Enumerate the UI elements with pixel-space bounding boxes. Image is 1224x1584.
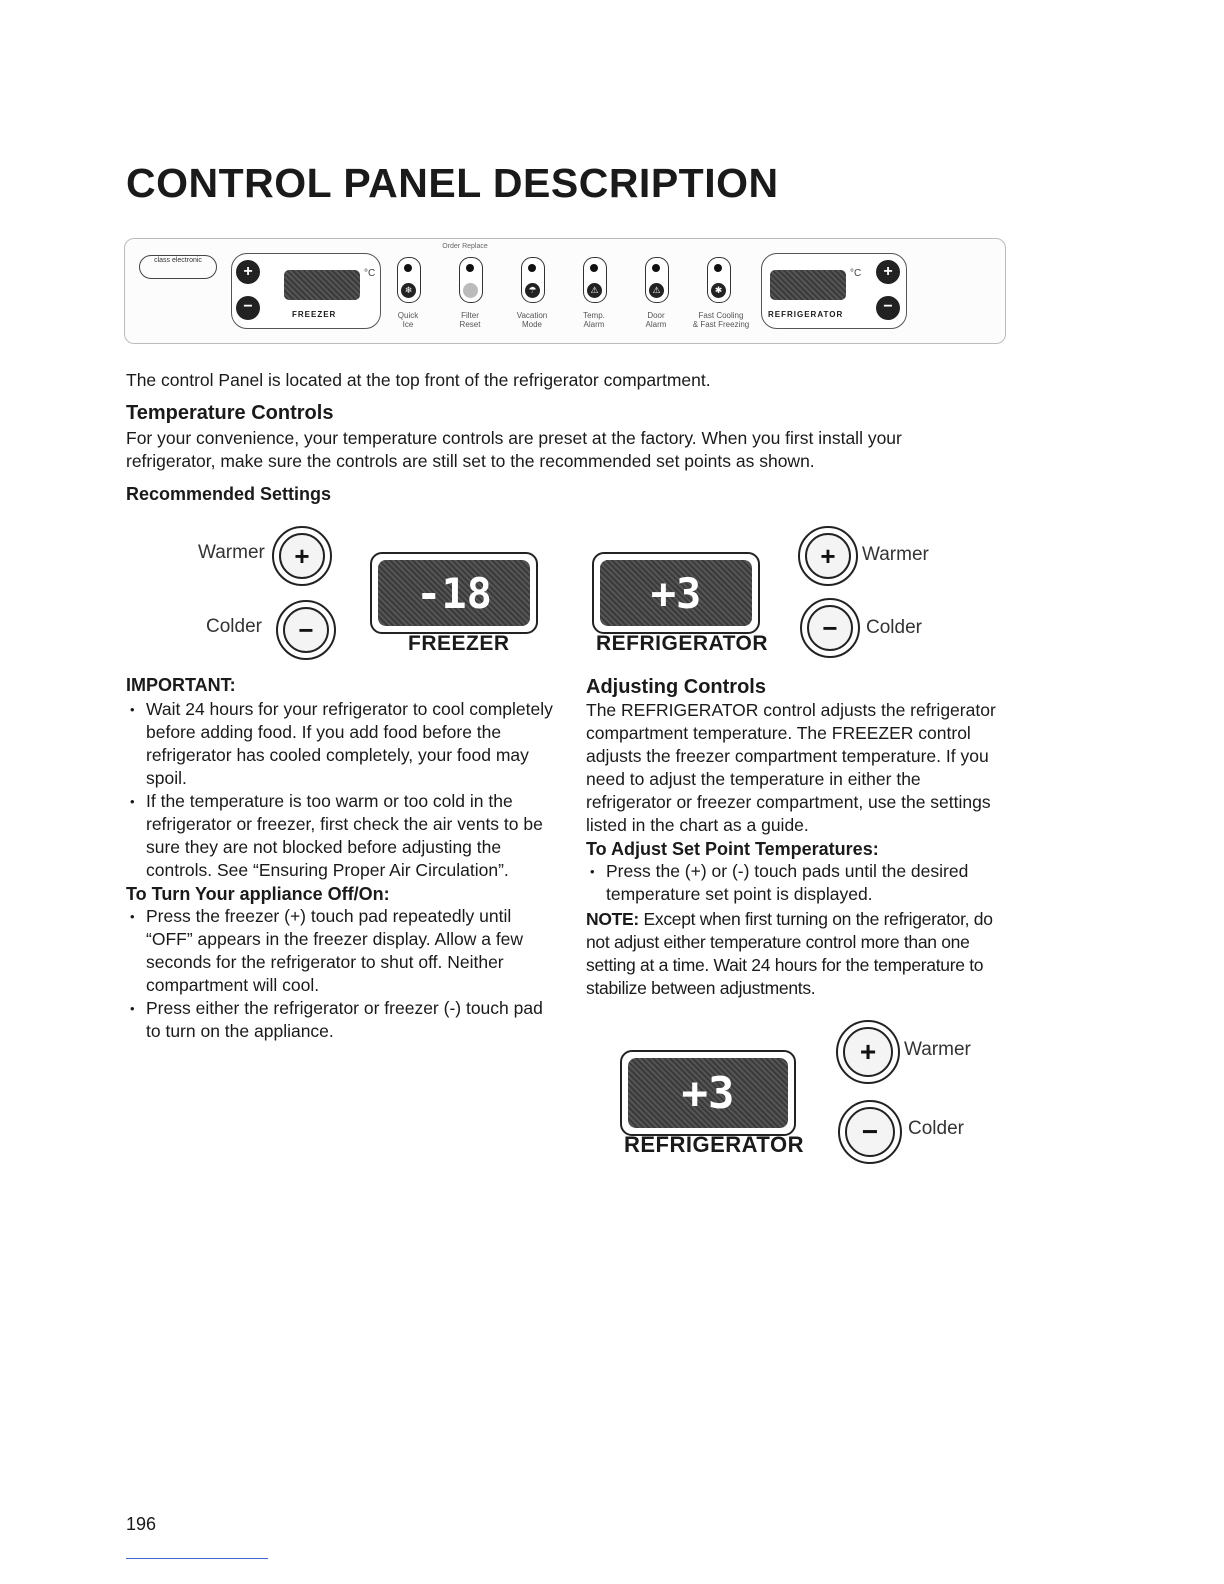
list-item: • If the temperature is too warm or too cold in the refrigerator or freezer, first check the air vents to be sure they are not blocked before adjusting the controls. See “Ensuring Proper Air Circulation”.: [126, 790, 556, 882]
adjusting-section: [586, 676, 1010, 1000]
setpoint-heading: To Adjust Set Point Temperatures:: [586, 839, 879, 859]
minus-icon: −: [807, 605, 853, 651]
note-label: NOTE:: [586, 909, 639, 929]
list-item: • Press the (+) or (-) touch pads until the desired temperature set point is displayed.: [586, 860, 1010, 906]
important-section: [126, 675, 556, 1043]
fridge-lcd-label: REFRIGERATOR: [596, 632, 769, 655]
order-replace-label: Order Replace: [442, 243, 488, 250]
refrigerator-display: [770, 270, 846, 300]
bottom-warmer-button[interactable]: [836, 1020, 900, 1084]
vacation-icon: ☂: [525, 283, 540, 298]
bottom-fridge-lcd: [620, 1050, 796, 1136]
freezer-panel-label: FREEZER: [292, 310, 337, 319]
refrigerator-minus-button[interactable]: −: [876, 296, 900, 320]
filter-icon: [463, 283, 478, 298]
fridge-warmer-button[interactable]: [798, 526, 858, 586]
recommended-settings-heading: Recommended Settings: [126, 484, 332, 504]
offon-list: [126, 905, 556, 1043]
temp-alarm-button[interactable]: [583, 257, 607, 303]
freezer-lcd-value: -18: [378, 560, 530, 626]
fridge-colder-button[interactable]: [800, 598, 860, 658]
vacation-mode-label: Vacation Mode: [516, 311, 548, 329]
refrigerator-plus-button[interactable]: +: [876, 260, 900, 284]
bottom-fridge-lcd-label: REFRIGERATOR: [624, 1132, 804, 1157]
brand-logo: class electronic: [139, 255, 217, 279]
page-number: 196: [126, 1514, 157, 1534]
fridge-lcd-value: +3: [600, 560, 752, 626]
adjusting-text: The REFRIGERATOR control adjusts the refrigerator compartment temperature. The FREEZER control adjusts the freezer compartment temperature. If you need to adjust the temperature in either the refrigerator or freezer compartment, use the settings listed in the chart as a guide.: [586, 700, 996, 835]
temperature-controls-text: For your convenience, your temperature controls are preset at the factory. When you first install your refrigerator, make sure the controls are still set to the recommended set points as shown.: [126, 428, 902, 471]
bottom-fridge-lcd-value: +3: [628, 1058, 788, 1128]
list-item: • Wait 24 hours for your refrigerator to cool completely before adding food. If you add food before the refrigerator has cooled completely, your food may spoil.: [126, 698, 556, 790]
freezer-control-group: [231, 253, 381, 329]
intro-text: The control Panel is located at the top front of the refrigerator compartment.: [126, 370, 711, 390]
filter-reset-button[interactable]: [459, 257, 483, 303]
fridge-warmer-label: Warmer: [862, 544, 929, 565]
door-alarm-label: Door Alarm: [645, 311, 667, 329]
setpoint-list: [586, 860, 1010, 906]
footer-rule: [126, 1558, 268, 1559]
freezer-display: [284, 270, 360, 300]
minus-icon: −: [845, 1107, 895, 1157]
door-alarm-icon: ⚠: [649, 283, 664, 298]
quick-ice-icon: ❄: [401, 283, 416, 298]
door-alarm-button[interactable]: [645, 257, 669, 303]
refrigerator-panel-label: REFRIGERATOR: [768, 310, 844, 319]
bottom-colder-label: Colder: [908, 1118, 964, 1139]
adjusting-heading: Adjusting Controls: [586, 676, 766, 698]
note-paragraph: [586, 908, 1010, 1000]
fast-cooling-button[interactable]: [707, 257, 731, 303]
freezer-plus-button[interactable]: +: [236, 260, 260, 284]
important-list: [126, 698, 556, 882]
freezer-minus-button[interactable]: −: [236, 296, 260, 320]
quick-ice-button[interactable]: [397, 257, 421, 303]
fast-cooling-label: Fast Cooling & Fast Freezing: [692, 311, 750, 329]
page-title: CONTROL PANEL DESCRIPTION: [126, 160, 779, 206]
freezer-colder-button[interactable]: [276, 600, 336, 660]
freezer-colder-label: Colder: [206, 616, 262, 637]
freezer-lcd: [370, 552, 538, 634]
freezer-warmer-button[interactable]: [272, 526, 332, 586]
plus-icon: +: [805, 533, 851, 579]
minus-icon: −: [283, 607, 329, 653]
refrigerator-control-group: [761, 253, 907, 329]
fridge-lcd: [592, 552, 760, 634]
vacation-mode-button[interactable]: [521, 257, 545, 303]
refrigerator-degree: °C: [850, 268, 862, 279]
bottom-warmer-label: Warmer: [904, 1039, 971, 1060]
freezer-degree: °C: [364, 268, 376, 279]
temp-alarm-label: Temp. Alarm: [583, 311, 605, 329]
freezer-warmer-label: Warmer: [198, 542, 265, 563]
quick-ice-label: Quick Ice: [397, 311, 419, 329]
temperature-controls-heading: Temperature Controls: [126, 402, 334, 424]
note-text: Except when first turning on the refrigerator, do not adjust either temperature control more than one setting at a time. Wait 24 hours for the temperature to stabilize between adjustments.: [586, 909, 993, 998]
list-item: • Press either the refrigerator or freezer (-) touch pad to turn on the appliance.: [126, 997, 556, 1043]
important-heading: IMPORTANT:: [126, 675, 236, 695]
fast-cooling-icon: ✱: [711, 283, 726, 298]
temp-alarm-icon: ⚠: [587, 283, 602, 298]
offon-heading: To Turn Your appliance Off/On:: [126, 884, 390, 904]
freezer-lcd-label: FREEZER: [408, 632, 510, 655]
plus-icon: +: [843, 1027, 893, 1077]
bottom-colder-button[interactable]: [838, 1100, 902, 1164]
list-item: • Press the freezer (+) touch pad repeatedly until “OFF” appears in the freezer display. Allow a few seconds for the refrigerator to shut off. Neither compartment will cool.: [126, 905, 556, 997]
filter-reset-label: Filter Reset: [459, 311, 481, 329]
control-panel-illustration: [124, 238, 1006, 344]
plus-icon: +: [279, 533, 325, 579]
fridge-colder-label: Colder: [866, 617, 922, 638]
